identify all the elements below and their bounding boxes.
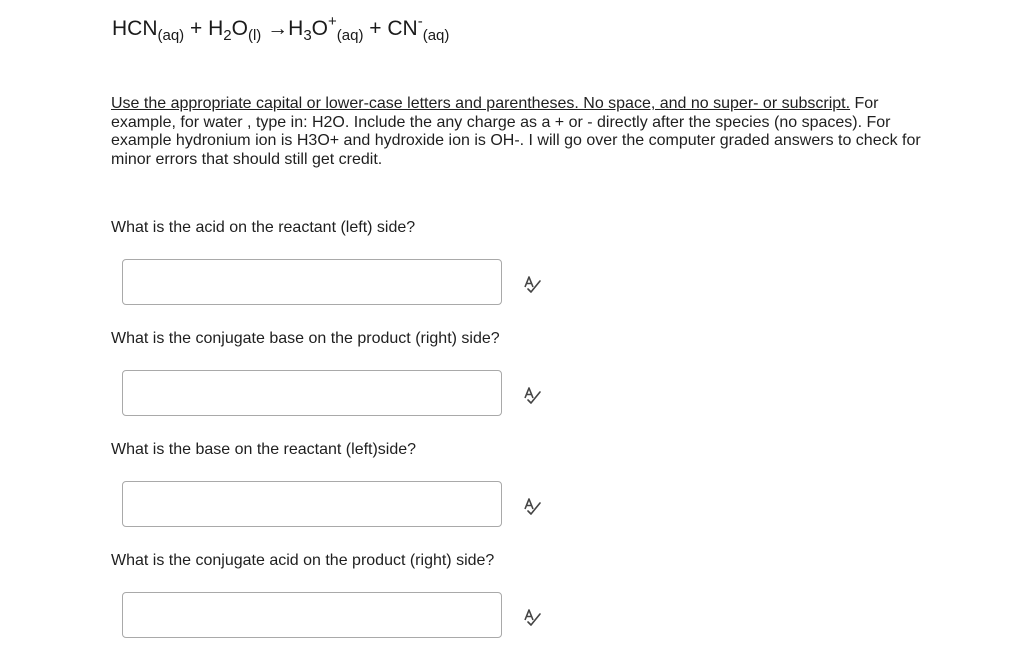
chemical-equation [112, 14, 449, 44]
answer-input-acid-reactant[interactable] [122, 259, 502, 305]
hydronium-subscript: 3 [303, 27, 312, 44]
water-subscript: 2 [223, 27, 232, 44]
water-oxygen: O [231, 17, 248, 40]
question-label-conjugate-acid-product: What is the conjugate acid on the product (right) side? [111, 552, 495, 569]
water-formula-part: + H [184, 17, 224, 40]
water-state: (l) [247, 27, 262, 44]
spellcheck-icon[interactable] [522, 496, 542, 516]
question-label-conjugate-base-product: What is the conjugate base on the product (right) side? [111, 330, 500, 347]
instructions-body: For example, for water , type in: H2O. Include the any charge as a + or - directly after the species (no spaces). For example hydronium ion is H3O+ and hydroxide ion is OH-. I will go over the computer graded answers to check for minor errors that should still get credit. [111, 95, 921, 168]
hcn-formula: HCN [112, 17, 158, 40]
cyanide-formula: + CN [363, 17, 418, 40]
question-label-base-reactant: What is the base on the reactant (left)side? [111, 441, 417, 458]
spellcheck-icon[interactable] [522, 274, 542, 294]
cyanide-state: (aq) [422, 27, 450, 44]
reaction-arrow: →H [261, 17, 304, 40]
hydronium-charge: + [328, 13, 337, 30]
answer-input-conjugate-acid-product[interactable] [122, 592, 502, 638]
hydronium-oxygen: O [311, 17, 328, 40]
answer-input-conjugate-base-product[interactable] [122, 370, 502, 416]
hydronium-state: (aq) [336, 27, 364, 44]
spellcheck-icon[interactable] [522, 385, 542, 405]
cyanide-charge: - [417, 13, 423, 30]
instructions-underlined: Use the appropriate capital or lower-case letters and parentheses. No space, and no super- or subscript. [111, 95, 851, 112]
instructions-text [111, 95, 931, 169]
question-label-acid-reactant: What is the acid on the reactant (left) side? [111, 219, 416, 236]
answer-input-base-reactant[interactable] [122, 481, 502, 527]
spellcheck-icon[interactable] [522, 607, 542, 627]
hcn-state: (aq) [157, 27, 185, 44]
